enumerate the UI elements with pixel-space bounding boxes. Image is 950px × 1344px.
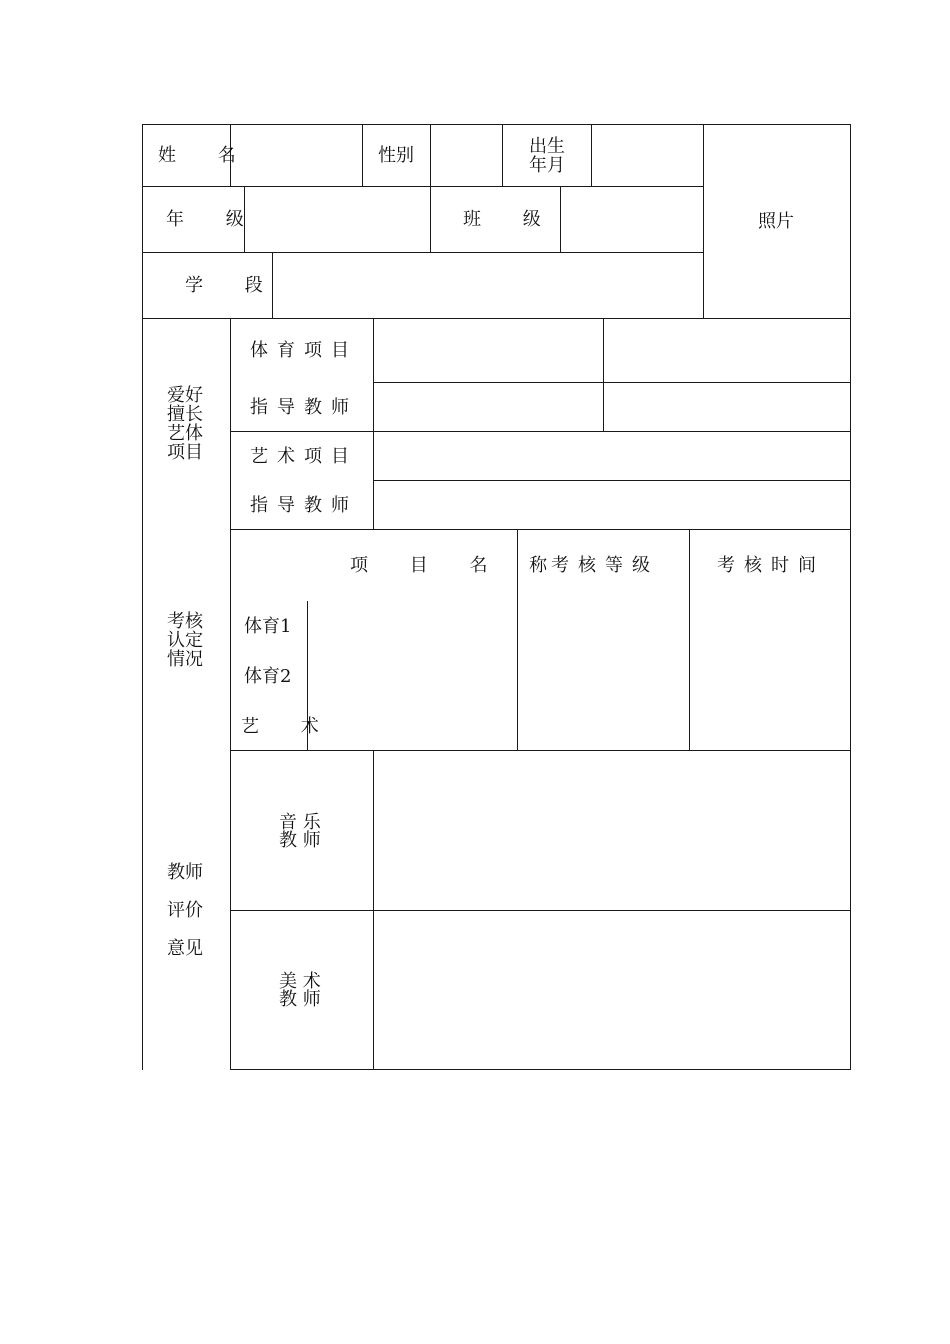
line-r2-b: [430, 186, 431, 252]
line-sport-split: [603, 318, 604, 431]
header-grade-level: 考核等级: [551, 555, 659, 576]
line-r1-e: [591, 124, 592, 186]
line-r1-d: [502, 124, 503, 186]
birth-label-line2: 年月: [529, 155, 565, 176]
line-hobby-bottom: [230, 529, 851, 530]
line-header-bottom: [142, 318, 851, 319]
music-teacher-line2: 教 师: [279, 830, 321, 851]
header-time: 考核时间: [717, 555, 825, 576]
evaluation-line3: 意见: [167, 938, 203, 959]
line-assessment-bottom: [230, 750, 851, 751]
line-right: [850, 124, 851, 1070]
line-sport-teacher-bottom: [230, 431, 851, 432]
line-bottom: [230, 1069, 851, 1070]
art-teacher-line1: 美 术: [279, 971, 321, 992]
line-row2-bottom: [142, 252, 704, 253]
header-project-name: 项 目 名 称: [350, 555, 566, 576]
line-r2-c: [560, 186, 561, 252]
line-art-item-bottom: [373, 480, 851, 481]
art-teacher-label: 指导教师: [250, 495, 358, 516]
line-assess-col3: [689, 529, 690, 750]
line-sport-item-bottom: [373, 382, 851, 383]
line-left: [142, 124, 143, 1070]
assess-row-art: 艺 术: [241, 716, 337, 737]
line-music-bottom: [230, 910, 851, 911]
assess-row-sport2: 体育2: [244, 666, 292, 687]
art-item-label: 艺术项目: [250, 446, 358, 467]
birth-label-line1: 出生: [529, 136, 565, 157]
music-teacher-line1: 音 乐: [279, 812, 321, 833]
art-teacher-line2: 教 师: [279, 989, 321, 1010]
hobby-section-label: 爱好擅长艺体项目: [167, 385, 203, 463]
gender-label: 性别: [378, 145, 414, 166]
line-photo-left: [703, 124, 704, 319]
line-r1-b: [362, 124, 363, 186]
photo-label: 照片: [758, 211, 794, 232]
sport-item-label: 体育项目: [250, 340, 358, 361]
line-hobby-label-col: [373, 318, 374, 530]
assessment-section-label: 考核认定情况: [167, 611, 203, 670]
line-section-divider: [230, 318, 231, 1070]
line-r1-c: [430, 124, 431, 186]
line-eval-col: [373, 750, 374, 1070]
grade-label: 年 级: [166, 209, 262, 230]
class-label: 班 级: [463, 209, 559, 230]
assess-row-sport1: 体育1: [244, 616, 292, 637]
evaluation-line1: 教师: [167, 862, 203, 883]
stage-label: 学 段: [185, 275, 281, 296]
sport-teacher-label: 指导教师: [250, 397, 358, 418]
line-top: [142, 124, 851, 125]
name-label: 姓 名: [158, 145, 254, 166]
line-row1-bottom: [142, 186, 704, 187]
evaluation-line2: 评价: [167, 900, 203, 921]
